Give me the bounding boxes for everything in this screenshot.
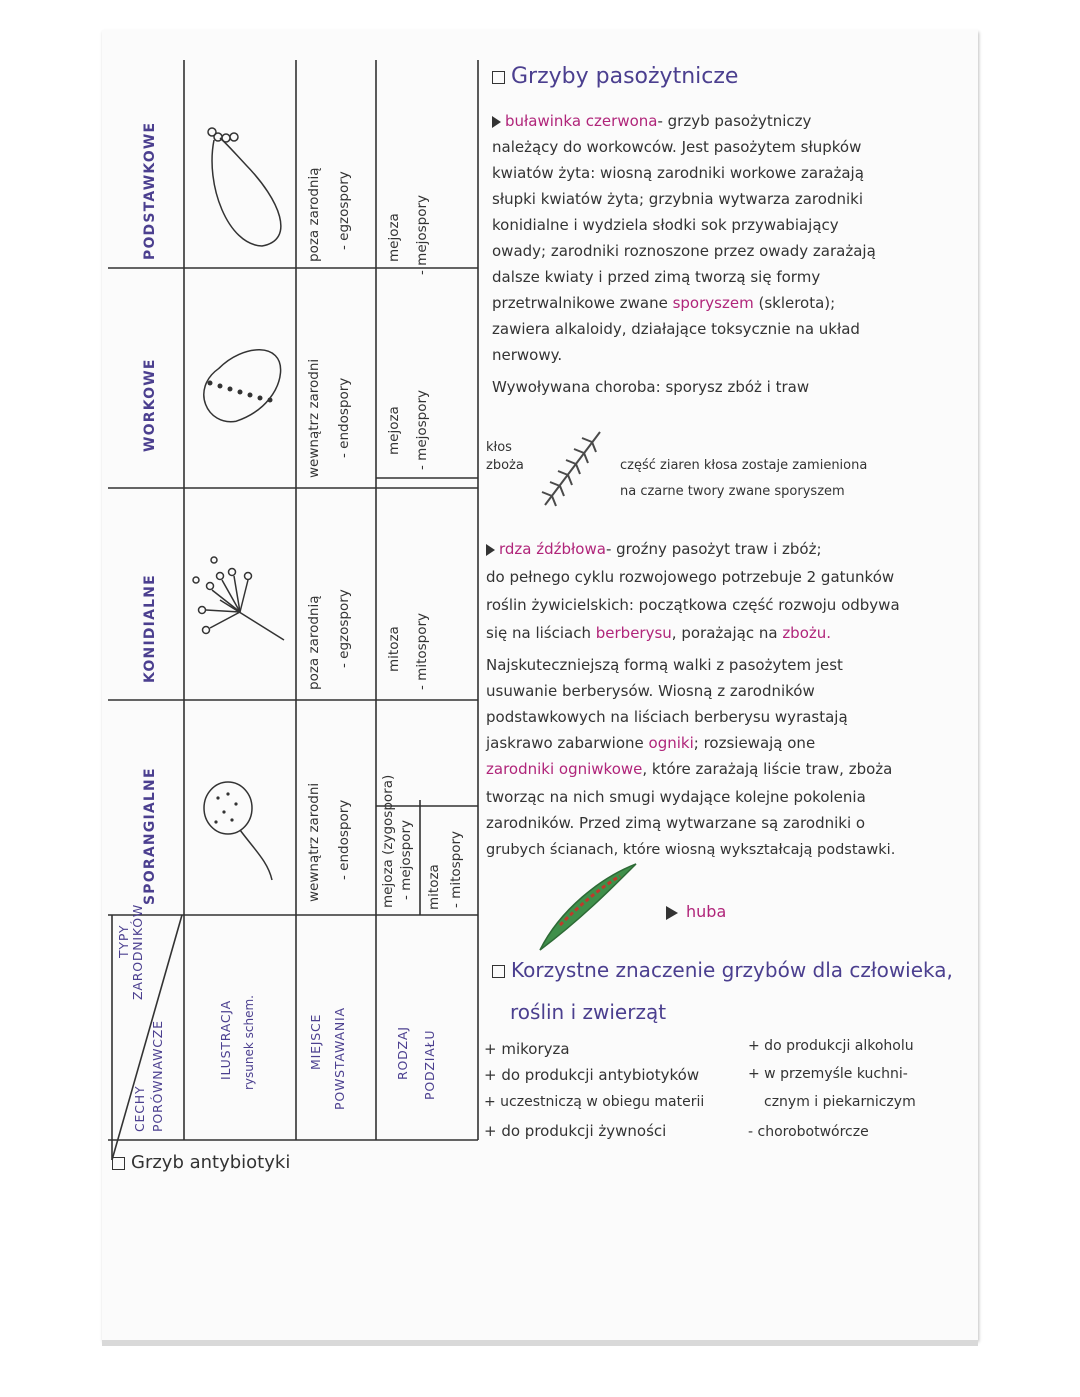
rust-leaf-illustration (540, 864, 636, 950)
corner-features-label: CECHY (132, 1085, 147, 1132)
zboze-term: zbożu. (782, 624, 832, 642)
corner-comparative-label: PORÓWNAWCZE (150, 1020, 165, 1132)
uses-left-2: + do produkcji antybiotyków (484, 1066, 700, 1084)
corner-types-label: TYPY (116, 924, 131, 958)
bulawinka-l8a: przetrwalnikowe zwane (492, 294, 668, 312)
division-sporangialne-c: mitoza (426, 864, 442, 910)
rdza-name: rdza źdźbłowa (499, 540, 606, 558)
rdza-line-9 (486, 760, 892, 778)
kłos-label-1: kłos (486, 440, 512, 455)
bulawinka-line-1 (492, 112, 811, 130)
checkbox-icon (492, 71, 505, 84)
uses-right-2: + w przemyśle kuchni- (748, 1066, 908, 1082)
uses-left-3: + uczestniczą w obiegu materii (484, 1094, 705, 1110)
wheat-note-1: część ziaren kłosa zostaje zamieniona (620, 458, 868, 473)
huba-label: huba (686, 902, 727, 921)
rdza-line-7: podstawkowych na liściach berberysu wyrastają (486, 708, 848, 726)
uses-left-1: + mikoryza (484, 1040, 570, 1058)
row-label-division-sub: PODZIAŁU (422, 1029, 437, 1100)
rdza-l1: - groźny pasożyt traw i zbóż; (605, 540, 822, 558)
conidiophore-illustration (193, 557, 284, 640)
uses-right-4: - chorobotwórcze (748, 1124, 869, 1140)
row-label-division: RODZAJ (395, 1026, 410, 1080)
rdza-l9b: , które zarażają liście traw, zboża (642, 760, 893, 778)
bulawinka-name: buławinka czerwona (505, 112, 658, 130)
division-sporangialne-b: - mejospory (398, 819, 414, 900)
parasites-title: Grzyby pasożytnicze (511, 64, 739, 89)
rdza-line-1 (486, 540, 822, 558)
wheat-ear-illustration (542, 432, 600, 506)
rdza-l4b: , porażając na (671, 624, 778, 642)
bullet-arrow-icon (486, 544, 495, 556)
bulawinka-line-4: słupki kwiatów żyta; grzybnia wytwarza zarodniki (492, 190, 863, 208)
place-podstawkowe-b: - egzospory (336, 171, 352, 250)
division-sporangialne-d: - mitospory (448, 830, 464, 908)
uses-title-1: Korzystne znaczenie grzybów dla człowieka, (511, 958, 953, 982)
uses-heading (492, 958, 953, 982)
division-workowe-a: mejoza (386, 406, 402, 455)
col-header-workowe: WORKOWE (142, 358, 158, 452)
wheat-note-2: na czarne twory zwane sporyszem (620, 484, 845, 499)
parasites-heading (492, 64, 738, 89)
checkbox-icon (112, 1157, 125, 1170)
row-label-illustration: ILUSTRACJA (218, 999, 233, 1080)
sporangium-illustration (204, 782, 272, 880)
bulawinka-line-6: owady; zarodniki roznoszone przez owady zarażają (492, 242, 876, 260)
place-workowe-a: wewnątrz zarodni (306, 358, 322, 478)
footer-text: Grzyb antybiotyki (131, 1152, 291, 1173)
kłos-label-2: zboża (486, 458, 524, 473)
uses-right-1: + do produkcji alkoholu (748, 1038, 914, 1054)
bulawinka-line-9: zawiera alkaloidy, działające toksycznie na układ (492, 320, 860, 338)
huba-arrow-icon (666, 906, 678, 920)
row-label-place: MIEJSCE (308, 1013, 323, 1070)
bulawinka-line-10: nerwowy. (492, 346, 563, 364)
bulawinka-line-5: konidialne i wydziela słodki sok przywabiający (492, 216, 839, 234)
col-header-sporangialne: SPORANGIALNE (142, 767, 158, 905)
table-footer-caption (112, 1152, 290, 1173)
ascus-illustration (197, 346, 288, 426)
rdza-line-6: usuwanie berberysów. Wiosną z zarodników (486, 682, 815, 700)
ogniki-term: ogniki (648, 734, 694, 752)
division-konidialne-b: - mitospory (414, 612, 430, 690)
sporangium-spores (214, 792, 237, 823)
checkbox-icon (492, 965, 505, 978)
col-header-konidialne: KONIDIALNE (142, 574, 158, 683)
rdza-l8a: jaskrawo zabarwione (486, 734, 644, 752)
place-konidialne-a: poza zarodnią (306, 595, 322, 690)
col-header-podstawkowe: PODSTAWKOWE (142, 121, 158, 260)
bulawinka-line-7: dalsze kwiaty i przed zimą tworzą się formy (492, 268, 821, 286)
berberys-term: berberysu (595, 624, 672, 642)
bullet-arrow-icon (492, 116, 501, 128)
rdza-line-2: do pełnego cyklu rozwojowego potrzebuje 2 gatunków (486, 568, 895, 586)
place-konidialne-b: - egzospory (336, 589, 352, 668)
sporysz-term: sporyszem (672, 294, 754, 312)
division-sporangialne-a: mejoza (zygospora) (380, 774, 396, 908)
uses-heading-2: roślin i zwierząt (510, 1000, 667, 1024)
basidium-illustration (208, 128, 281, 246)
uses-right-3: cznym i piekarniczym (764, 1094, 916, 1110)
rdza-line-5: Najskuteczniejszą formą walki z pasożytem jest (486, 656, 843, 674)
rdza-line-11: zarodników. Przed zimą wytwarzane są zarodniki o (486, 814, 866, 832)
division-podstawkowe-a: mejoza (386, 213, 402, 262)
division-konidialne-a: mitoza (386, 626, 402, 672)
rdza-line-4 (486, 624, 831, 642)
rdza-l8b: ; rozsiewają one (693, 734, 816, 752)
place-sporangialne-a: wewnątrz zarodni (306, 782, 322, 902)
division-workowe-b: - mejospory (414, 389, 430, 470)
uses-left-4: + do produkcji żywności (484, 1122, 667, 1140)
row-label-illustration-sub: rysunek schem. (242, 995, 256, 1090)
ascus-spores (208, 381, 273, 403)
rdza-l4a: się na liściach (486, 624, 591, 642)
bulawinka-line-11: Wywoływana choroba: sporysz zbóż i traw (492, 378, 810, 396)
rdza-line-10: tworząc na nich smugi wydające kolejne pokolenia (486, 788, 866, 806)
place-podstawkowe-a: poza zarodnią (306, 167, 322, 262)
place-workowe-b: - endospory (336, 377, 352, 458)
row-label-place-sub: POWSTAWANIA (332, 1007, 347, 1110)
rdza-line-3: roślin żywicielskich: początkowa część rozwoju odbywa (486, 596, 900, 614)
rdza-line-8 (486, 734, 815, 752)
place-sporangialne-b: - endospory (336, 799, 352, 880)
division-podstawkowe-b: - mejospory (414, 194, 430, 275)
bulawinka-l1: - grzyb pasożytniczy (657, 112, 812, 130)
corner-spores-label: ZARODNIKÓW (130, 903, 145, 1000)
bulawinka-line-8 (492, 294, 835, 312)
bulawinka-line-3: kwiatów żyta: wiosną zarodniki workowe zarażają (492, 164, 864, 182)
bulawinka-line-2: należący do workowców. Jest pasożytem słupków (492, 138, 862, 156)
zarodniki-ogniwkowe-term: zarodniki ogniwkowe (486, 760, 643, 778)
bulawinka-l8b: (sklerota); (758, 294, 836, 312)
rdza-line-12: grubych ścianach, które wiosną wykształcają podstawki. (486, 842, 896, 858)
